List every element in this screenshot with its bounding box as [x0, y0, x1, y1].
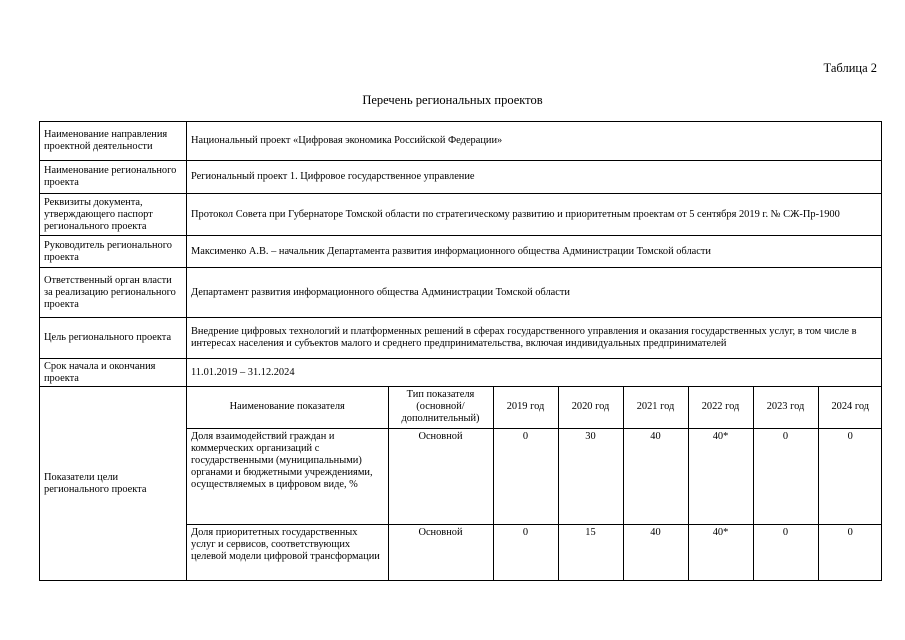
indicator-value: 40*	[688, 524, 753, 580]
header-year: 2021 год	[623, 387, 688, 428]
row-project-name	[40, 161, 882, 194]
indicator-value: 15	[558, 524, 623, 580]
indicator-value: 0	[493, 524, 558, 580]
indicator-value: 0	[818, 524, 882, 580]
header-year: 2023 год	[753, 387, 818, 428]
indicator-value: 0	[818, 428, 882, 524]
indicator-type: Основной	[388, 524, 493, 580]
row-value: Протокол Совета при Губернаторе Томской области по стратегическому развитию и приоритетным проектам от 5 сентября 2019 г. № СЖ-Пр-1900	[187, 194, 882, 236]
indicator-type: Основной	[388, 428, 493, 524]
row-goal	[40, 318, 882, 359]
indicator-value: 40	[623, 524, 688, 580]
indicator-value: 0	[753, 524, 818, 580]
row-passport-doc	[40, 194, 882, 236]
row-direction	[40, 122, 882, 161]
header-type: Тип показателя (основной/ дополнительный)	[388, 387, 493, 428]
header-year: 2020 год	[558, 387, 623, 428]
row-label: Показатели цели регионального проекта	[40, 387, 187, 581]
indicator-value: 40*	[688, 428, 753, 524]
row-period	[40, 359, 882, 387]
row-label: Руководитель регионального проекта	[40, 236, 187, 268]
header-year: 2024 год	[818, 387, 882, 428]
table-number: Таблица 2	[823, 61, 877, 75]
row-value: Максименко А.В. – начальник Департамента развития информационного общества Администрации Томской области	[187, 236, 882, 268]
projects-table	[39, 121, 882, 581]
indicators-table	[187, 387, 882, 580]
indicator-name: Доля взаимодействий граждан и коммерческих организаций с государственными (муниципальными) органами и бюджетными учреждениями, осуществляемых в цифровом виде, %	[187, 428, 388, 524]
row-label: Цель регионального проекта	[40, 318, 187, 359]
row-responsible	[40, 268, 882, 318]
indicator-value: 0	[753, 428, 818, 524]
document-title: Перечень региональных проектов	[362, 93, 543, 107]
indicator-value: 0	[493, 428, 558, 524]
row-label: Срок начала и окончания проекта	[40, 359, 187, 387]
row-indicators	[40, 387, 882, 581]
row-head	[40, 236, 882, 268]
header-name: Наименование показателя	[187, 387, 388, 428]
row-value: Региональный проект 1. Цифровое государственное управление	[187, 161, 882, 194]
row-label: Реквизиты документа, утверждающего паспорт регионального проекта	[40, 194, 187, 236]
row-value: Внедрение цифровых технологий и платформенных решений в сферах государственного управления и оказания государственных услуг, в том числе в интересах населения и субъектов малого и среднего предпринимательства, включая индивидуальных предпринимателей	[187, 318, 882, 359]
row-value: 11.01.2019 – 31.12.2024	[187, 359, 882, 387]
row-label: Наименование направления проектной деятельности	[40, 122, 187, 161]
indicator-name: Доля приоритетных государственных услуг и сервисов, соответствующих целевой модели цифровой трансформации	[187, 524, 388, 580]
indicators-cell	[187, 387, 882, 581]
indicator-value: 30	[558, 428, 623, 524]
row-value: Национальный проект «Цифровая экономика Российской Федерации»	[187, 122, 882, 161]
row-label: Наименование регионального проекта	[40, 161, 187, 194]
row-label: Ответственный орган власти за реализацию регионального проекта	[40, 268, 187, 318]
header-year: 2022 год	[688, 387, 753, 428]
indicator-row	[187, 428, 882, 524]
header-year: 2019 год	[493, 387, 558, 428]
indicator-row	[187, 524, 882, 580]
indicators-header-row	[187, 387, 882, 428]
indicator-value: 40	[623, 428, 688, 524]
row-value: Департамент развития информационного общества Администрации Томской области	[187, 268, 882, 318]
